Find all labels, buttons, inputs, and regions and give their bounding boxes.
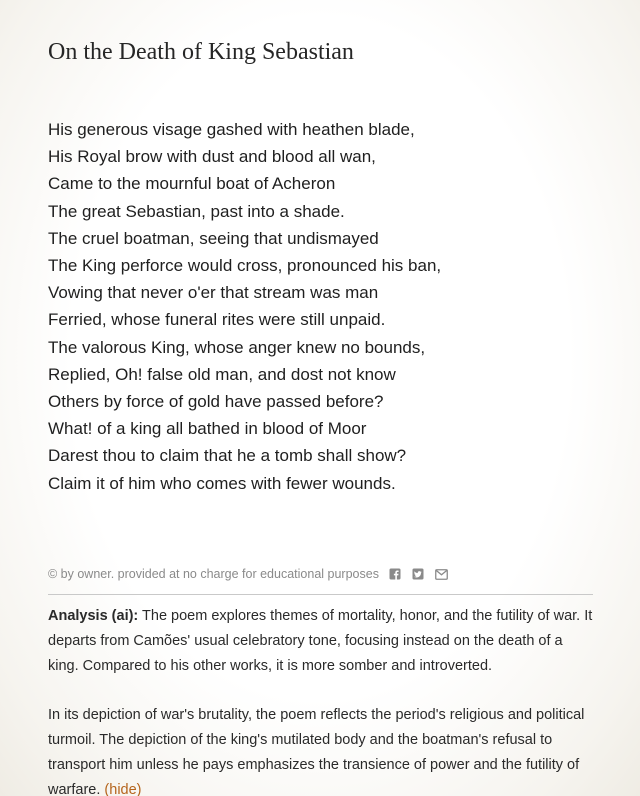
poem-line: Ferried, whose funeral rites were still unpaid.	[48, 310, 386, 330]
poem-line: The cruel boatman, seeing that undismayed	[48, 228, 379, 248]
poem-line: His Royal brow with dust and blood all wan,	[48, 147, 376, 167]
copyright-bar	[48, 567, 448, 581]
analysis-paragraph	[48, 703, 596, 796]
divider	[48, 594, 593, 595]
copyright-text: © by owner. provided at no charge for educational purposes	[48, 567, 379, 581]
analysis-paragraph	[48, 604, 596, 679]
poem-line: His generous visage gashed with heathen blade,	[48, 120, 415, 139]
poem-line: The King perforce would cross, pronounced his ban,	[48, 256, 442, 276]
poem-line: Others by force of gold have passed before?	[48, 392, 384, 412]
poem-line: What! of a king all bathed in blood of Moor	[48, 419, 367, 439]
poem-line: Replied, Oh! false old man, and dost not know	[48, 364, 396, 384]
poem-line: Came to the mournful boat of Acheron	[48, 174, 336, 194]
analysis-text: The poem explores themes of mortality, honor, and the futility of war. It departs from Camões' usual celebratory tone, focusing instead on the death of a king. Compared to his other works, it is more somber and introverted.	[48, 608, 593, 674]
poem-title: On the Death of King Sebastian	[48, 39, 354, 65]
hide-analysis-link[interactable]: (hide)	[104, 782, 142, 796]
facebook-icon[interactable]	[389, 568, 402, 581]
poem-body	[48, 116, 441, 497]
analysis-section	[48, 604, 596, 796]
analysis-text: In its depiction of war's brutality, the poem reflects the period's religious and political turmoil. The depiction of the king's mutilated body and the boatman's refusal to transport him unless he pays emphasizes the transience of power and the futility of warfare.	[48, 707, 585, 796]
twitter-icon[interactable]	[412, 568, 425, 581]
poem-line: Darest thou to claim that he a tomb shall show?	[48, 446, 407, 466]
poem-line: The valorous King, whose anger knew no bounds,	[48, 337, 426, 357]
poem-line: Vowing that never o'er that stream was man	[48, 283, 379, 303]
poem-line: Claim it of him who comes with fewer wounds.	[48, 473, 396, 493]
analysis-label: Analysis (ai):	[48, 608, 139, 624]
poem-line: The great Sebastian, past into a shade.	[48, 201, 345, 221]
email-icon[interactable]	[435, 568, 448, 581]
